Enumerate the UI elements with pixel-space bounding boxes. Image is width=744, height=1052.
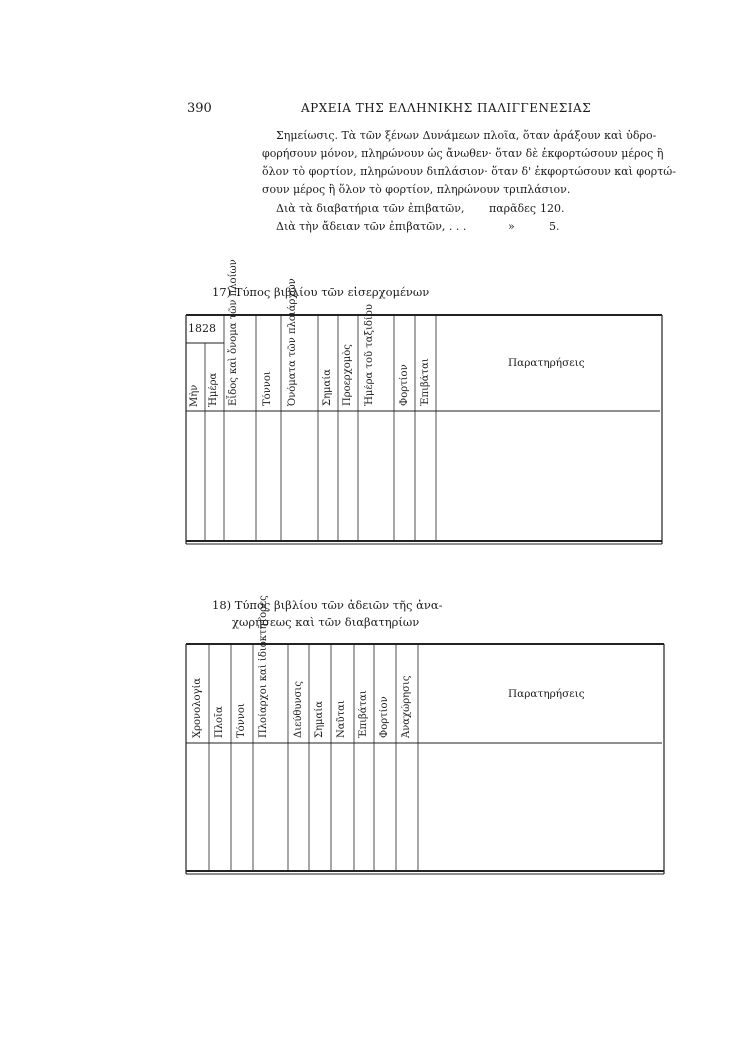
page-number: 390 — [187, 101, 212, 116]
table18-col-ships: Πλοῖα — [214, 706, 225, 738]
note-line-2: φορήσουν μόνον, πληρώνουν ὡς ἄνωθεν· ὅταν δὲ ἐκφορτώσουν μέρος ἢ — [262, 147, 664, 160]
table18-col-remarks: Παρατηρήσεις — [508, 688, 585, 700]
fee-passport-label: Διὰ τὰ διαβατήρια τῶν ἐπιβατῶν, — [276, 202, 465, 215]
table17-col-ship-type: Εἶδος καὶ ὄνομα τῶν πλοίων — [228, 259, 239, 406]
table18-col-passengers: Ἐπιβάται — [358, 690, 369, 738]
table18-col-address: Διεύθυνσις — [293, 681, 304, 738]
note-line-3: ὅλον τὸ φορτίον, πληρώνουν διπλάσιον· ὅταν δ' ἐκφορτώσουν καὶ φορτώ- — [262, 165, 676, 178]
fee-permit-label: Διὰ τὴν ἄδειαν τῶν ἐπιβατῶν, . . . — [276, 220, 467, 233]
table18-caption-line1: 18) Τύπος βιβλίου τῶν ἀδειῶν τῆς ἀνα- — [212, 598, 443, 612]
table18-col-captains-owners: Πλοίαρχοι καὶ ἰδιοκτῆτορες — [258, 595, 269, 738]
table17-col-tonnage: Τόννοι — [262, 371, 273, 406]
table17-col-cargo: Φορτίον — [399, 364, 410, 406]
note-line-1: Σημείωσις. Τὰ τῶν ξένων Δυνάμεων πλοῖα, ὅταν ἀράξουν καὶ ὑδρο- — [276, 129, 657, 142]
note-line-4: σουν μέρος ἢ ὅλον τὸ φορτίον, πληρώνουν τριπλάσιον. — [262, 183, 571, 196]
table18-col-departure: Ἀναχώρησις — [401, 675, 412, 738]
table18-col-sailors: Ναῦται — [336, 700, 347, 738]
table18-col-cargo: Φορτίον — [379, 696, 390, 738]
table17-col-flag: Σημαία — [322, 369, 333, 406]
table17-col-captains: Ὀνόματα τῶν πλοιάρχων — [287, 278, 298, 406]
fee-passport-unit: παρᾶδες — [489, 202, 537, 215]
table17-col-month: Μὴν — [189, 384, 200, 407]
table17-col-remarks: Παρατηρήσεις — [508, 357, 585, 369]
table17-year: 1828 — [188, 322, 216, 335]
table17-caption: 17) Τύπος βιβλίου τῶν εἰσερχομένων — [212, 285, 430, 299]
table17-col-day: Ἡμέρα — [208, 372, 219, 407]
table18-col-tonnage: Τόννοι — [236, 703, 247, 738]
running-title: ΑΡΧΕΙΑ ΤΗΣ ΕΛΛΗΝΙΚΗΣ ΠΑΛΙΓΓΕΝΕΣΙΑΣ — [301, 101, 592, 115]
table17-col-voyage-day: Ἡμέρα τοῦ ταξιδίου — [364, 304, 375, 406]
table17-col-passengers: Ἐπιβάται — [420, 358, 431, 406]
fee-permit-amount: 5. — [549, 220, 560, 233]
table18-col-flag: Σημαία — [314, 701, 325, 738]
table18-col-date: Χρονολογία — [192, 677, 203, 738]
table17-col-origin: Προερχομὸς — [342, 344, 353, 406]
fee-permit-unit: » — [508, 220, 515, 233]
table18-caption-line2: χωρήσεως καὶ τῶν διαβατηρίων — [232, 615, 420, 629]
fee-passport-amount: 120. — [540, 202, 565, 215]
